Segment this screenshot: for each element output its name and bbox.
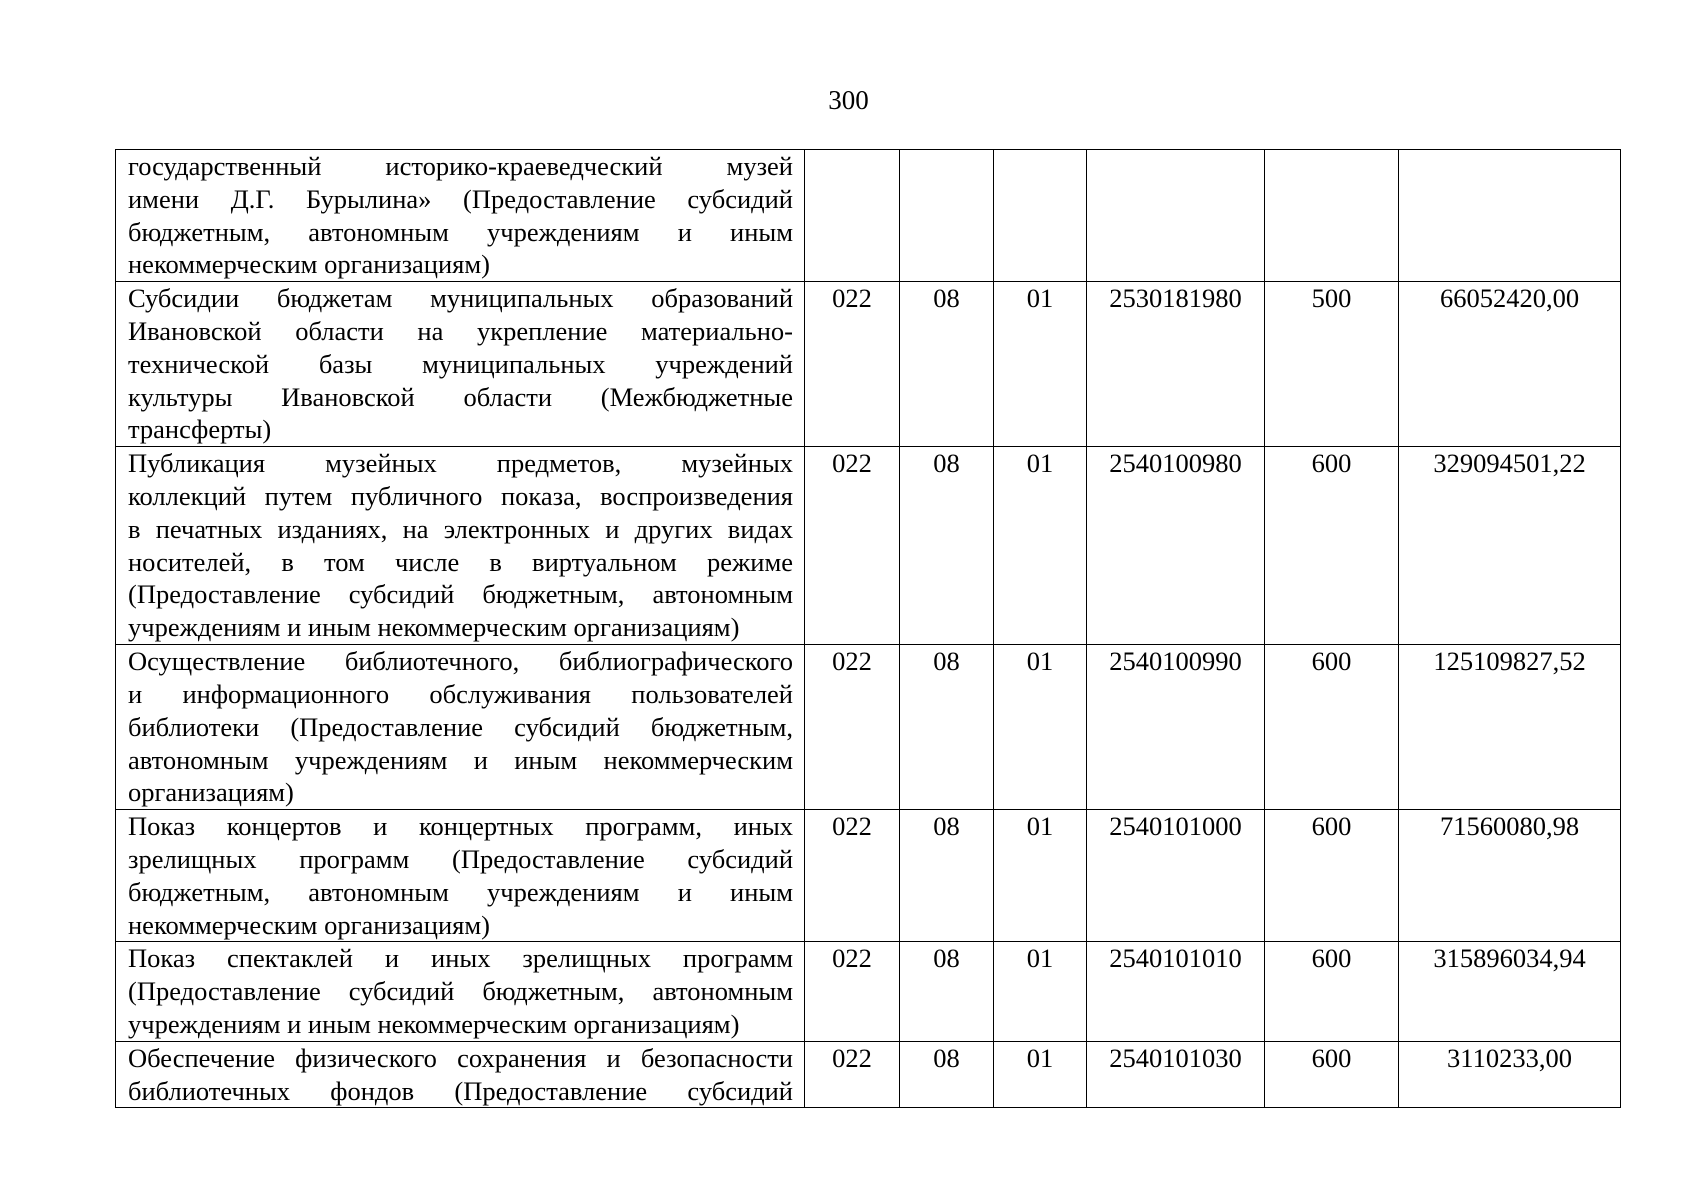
ministry-code-cell: 022 [805,810,900,942]
description-line: бюджетным, автономным учреждениям и иным [128,216,793,247]
description-line: трансферты) [128,414,272,445]
subsection-code-cell: 01 [994,645,1087,810]
expense-type-cell: 600 [1265,645,1399,810]
expense-type-cell: 600 [1265,810,1399,942]
expense-type-cell: 500 [1265,282,1399,447]
description-line: библиотечных фондов (Предоставление субсидий [128,1075,793,1106]
amount-cell: 3110233,00 [1399,1041,1621,1108]
description-line: носителей, в том числе в виртуальном режиме [128,546,793,577]
section-code-cell [900,150,994,282]
description-line: Субсидии бюджетам муниципальных образований [128,283,793,314]
row-description [116,447,805,645]
description-line: Обеспечение физического сохранения и безопасности [128,1042,793,1073]
description-line: в печатных изданиях, на электронных и других видах [128,513,793,544]
table-row [116,150,1621,282]
description-line: зрелищных программ (Предоставление субсидий [128,843,793,874]
description-line: культуры Ивановской области (Межбюджетные [128,381,793,412]
expense-type-cell [1265,150,1399,282]
target-code-cell: 2540101030 [1087,1041,1265,1108]
description-line: коллекций путем публичного показа, воспроизведения [128,480,793,511]
expense-type-cell: 600 [1265,942,1399,1041]
description-line: Показ концертов и концертных программ, иных [128,811,793,842]
amount-cell: 125109827,52 [1399,645,1621,810]
row-description [116,942,805,1041]
ministry-code-cell: 022 [805,942,900,1041]
subsection-code-cell: 01 [994,810,1087,942]
description-line: некоммерческим организациям) [128,249,490,280]
table-row [116,645,1621,810]
description-line: Публикация музейных предметов, музейных [128,448,793,479]
description-line: автономным учреждениям и иным некоммерческим [128,744,793,775]
target-code-cell [1087,150,1265,282]
section-code-cell: 08 [900,810,994,942]
description-line: некоммерческим организациям) [128,909,490,940]
description-line: учреждениям и иным некоммерческим организациям) [128,612,740,643]
budget-table [115,149,1621,1108]
section-code-cell: 08 [900,942,994,1041]
budget-table-body [116,150,1621,1108]
table-row [116,1041,1621,1108]
row-description [116,150,805,282]
description-line: (Предоставление субсидий бюджетным, автономным [128,976,793,1007]
target-code-cell: 2540101000 [1087,810,1265,942]
ministry-code-cell [805,150,900,282]
row-description [116,810,805,942]
page-number: 300 [828,85,869,115]
subsection-code-cell [994,150,1087,282]
subsection-code-cell: 01 [994,1041,1087,1108]
ministry-code-cell: 022 [805,1041,900,1108]
table-row [116,282,1621,447]
description-line: учреждениям и иным некоммерческим организациям) [128,1008,740,1039]
description-line: Показ спектаклей и иных зрелищных программ [128,943,793,974]
subsection-code-cell: 01 [994,447,1087,645]
description-line: технической базы муниципальных учреждений [128,348,793,379]
amount-cell: 71560080,98 [1399,810,1621,942]
target-code-cell: 2530181980 [1087,282,1265,447]
subsection-code-cell: 01 [994,942,1087,1041]
description-line: бюджетным, автономным учреждениям и иным [128,876,793,907]
ministry-code-cell: 022 [805,447,900,645]
target-code-cell: 2540100990 [1087,645,1265,810]
section-code-cell: 08 [900,645,994,810]
description-line: (Предоставление субсидий бюджетным, автономным [128,579,793,610]
description-line: и информационного обслуживания пользователей [128,678,793,709]
row-description [116,645,805,810]
table-row [116,447,1621,645]
section-code-cell: 08 [900,282,994,447]
target-code-cell: 2540101010 [1087,942,1265,1041]
expense-type-cell: 600 [1265,447,1399,645]
amount-cell: 329094501,22 [1399,447,1621,645]
subsection-code-cell: 01 [994,282,1087,447]
expense-type-cell: 600 [1265,1041,1399,1108]
amount-cell [1399,150,1621,282]
target-code-cell: 2540100980 [1087,447,1265,645]
description-line: библиотеки (Предоставление субсидий бюджетным, [128,711,793,742]
description-line: организациям) [128,777,294,808]
row-description [116,1041,805,1108]
description-line: государственный историко-краеведческий музей [128,151,793,181]
amount-cell: 315896034,94 [1399,942,1621,1041]
section-code-cell: 08 [900,1041,994,1108]
description-line: Осуществление библиотечного, библиографического [128,646,793,677]
table-row [116,942,1621,1041]
table-row [116,810,1621,942]
amount-cell: 66052420,00 [1399,282,1621,447]
ministry-code-cell: 022 [805,645,900,810]
section-code-cell: 08 [900,447,994,645]
row-description [116,282,805,447]
ministry-code-cell: 022 [805,282,900,447]
description-line: имени Д.Г. Бурылина» (Предоставление субсидий [128,183,793,214]
description-line: Ивановской области на укрепление материально- [128,315,793,346]
